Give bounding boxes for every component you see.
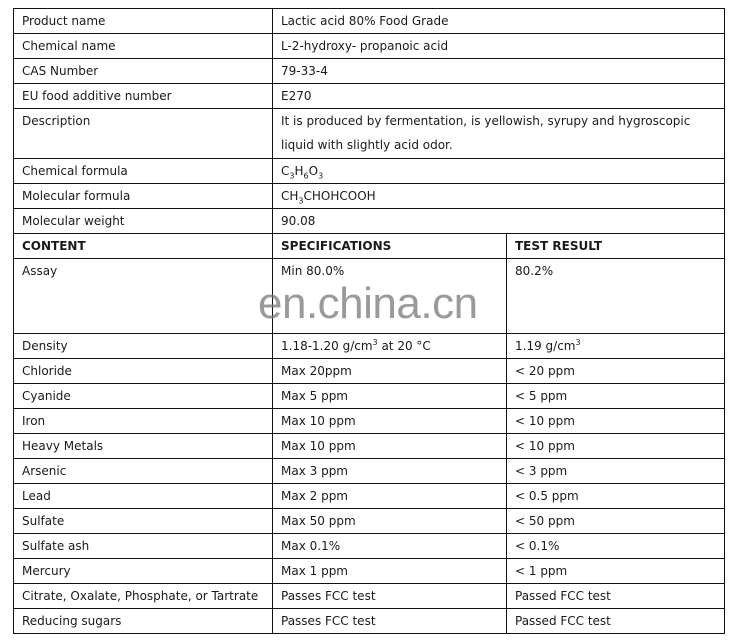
value-cell: Lactic acid 80% Food Grade [273,9,725,34]
content-cell: Sulfate [14,509,273,534]
spec-cell: Max 1 ppm [273,559,507,584]
table-row [14,409,725,434]
spec-header-row [14,234,725,259]
result-cell: 1.19 $g/cm^3$ [507,334,725,359]
content-cell: Reducing sugars [14,609,273,634]
content-cell: Citrate, Oxalate, Phosphate, or Tartrate [14,584,273,609]
value-cell: L-2-hydroxy- propanoic acid [273,34,725,59]
label-cell: Molecular formula [14,184,273,209]
table-row [14,9,725,34]
spec-cell: Max 10 ppm [273,409,507,434]
label-cell: Molecular weight [14,209,273,234]
table-row [14,259,725,334]
content-cell: Sulfate ash [14,534,273,559]
table-row [14,209,725,234]
table-row [14,359,725,384]
spec-cell: Passes FCC test [273,584,507,609]
table-row [14,534,725,559]
result-cell: Passed FCC test [507,609,725,634]
spec-cell: Max 3 ppm [273,459,507,484]
label-cell: Chemical formula [14,159,273,184]
spec-cell: Max 0.1% [273,534,507,559]
header-specifications: SPECIFICATIONS [273,234,507,259]
label-cell: Chemical name [14,34,273,59]
content-cell: Mercury [14,559,273,584]
table-row [14,484,725,509]
table-row [14,334,725,359]
table-row [14,59,725,84]
result-cell: < 5 ppm [507,384,725,409]
table-row [14,34,725,59]
result-cell: < 20 ppm [507,359,725,384]
value-cell: E270 [273,84,725,109]
content-cell: Heavy Metals [14,434,273,459]
table-row [14,609,725,634]
content-cell: Cyanide [14,384,273,409]
table-row [14,509,725,534]
label-cell: EU food additive number [14,84,273,109]
result-cell: < 0.5 ppm [507,484,725,509]
spec-cell: Max 5 ppm [273,384,507,409]
spec-cell: Max 20ppm [273,359,507,384]
content-cell: Lead [14,484,273,509]
table-row [14,434,725,459]
spec-cell: Max 2 ppm [273,484,507,509]
value-cell: 90.08 [273,209,725,234]
result-cell: 80.2% [507,259,725,334]
content-cell: Density [14,334,273,359]
result-cell: < 0.1% [507,534,725,559]
table-row [14,559,725,584]
result-cell: < 1 ppm [507,559,725,584]
result-cell: Passed FCC test [507,584,725,609]
description-cell: It is produced by fermentation, is yellowish, syrupy and hygroscopic liquid with slightly acid odor. [273,109,725,159]
table-row [14,159,725,184]
table-row [14,584,725,609]
spec-cell: Max 10 ppm [273,434,507,459]
label-cell: Description [14,109,273,159]
table-row [14,384,725,409]
chemical-formula-cell: $C_3H_6O_3$ [273,159,725,184]
molecular-formula-cell: $CH_3CHOHCOOH$ [273,184,725,209]
content-cell: Arsenic [14,459,273,484]
result-cell: < 10 ppm [507,434,725,459]
value-cell: 79-33-4 [273,59,725,84]
header-content: CONTENT [14,234,273,259]
spec-cell: Passes FCC test [273,609,507,634]
spec-cell: Max 50 ppm [273,509,507,534]
watermark: en.china.cn [258,279,478,328]
spec-cell: Min 80.0% [273,259,507,334]
label-cell: Product name [14,9,273,34]
header-test-result: TEST RESULT [507,234,725,259]
content-cell: Chloride [14,359,273,384]
table-row [14,84,725,109]
content-cell: Iron [14,409,273,434]
table-row [14,109,725,159]
table-row [14,184,725,209]
result-cell: < 3 ppm [507,459,725,484]
spec-cell: 1.18-1.20 $g/cm^3$ at 20 °C [273,334,507,359]
lactic-acid-spec-table [13,8,725,634]
result-cell: < 50 ppm [507,509,725,534]
label-cell: CAS Number [14,59,273,84]
content-cell: Assay [14,259,273,334]
result-cell: < 10 ppm [507,409,725,434]
table-row [14,459,725,484]
